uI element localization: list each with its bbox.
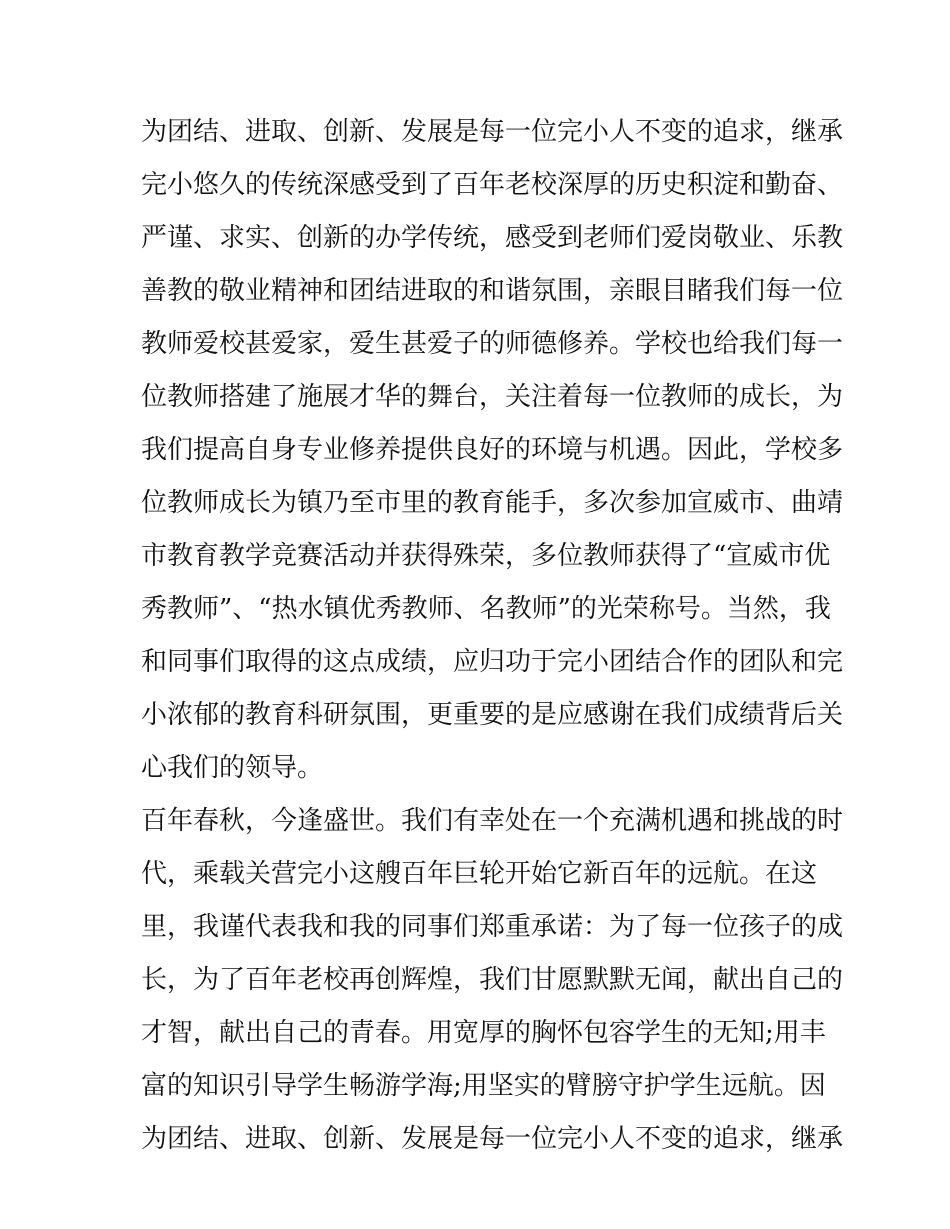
text-line: 小浓郁的教育科研氛围，更重要的是应感谢在我们成绩背后关 [141, 700, 844, 730]
text-line: 善教的敬业精神和团结进取的和谐氛围，亲眼目睹我们每一位 [141, 276, 844, 306]
text-line: 才智，献出自己的青春。用宽厚的胸怀包容学生的无知;用丰 [141, 1018, 826, 1048]
text-line: 秀教师”、“热水镇优秀教师、名教师”的光荣称号。当然，我 [141, 594, 831, 624]
text-line: 富的知识引导学生畅游学海;用坚实的臂膀守护学生远航。因 [141, 1071, 826, 1101]
text-line: 百年春秋，今逢盛世。我们有幸处在一个充满机遇和挑战的时 [141, 806, 844, 836]
text-line: 市教育教学竞赛活动并获得殊荣，多位教师获得了“宣威市优 [141, 541, 831, 571]
text-line: 为团结、进取、创新、发展是每一位完小人不变的追求，继承 [141, 1124, 844, 1154]
text-line: 里，我谨代表我和我的同事们郑重承诺：为了每一位孩子的成 [141, 912, 844, 942]
text-line: 严谨、求实、创新的办学传统，感受到老师们爱岗敬业、乐教 [141, 223, 844, 253]
text-line: 位教师搭建了施展才华的舞台，关注着每一位教师的成长，为 [141, 382, 844, 412]
text-line: 长，为了百年老校再创辉煌，我们甘愿默默无闻，献出自己的 [141, 965, 844, 995]
text-line: 心我们的领导。 [141, 753, 324, 783]
text-line: 为团结、进取、创新、发展是每一位完小人不变的追求，继承 [141, 117, 844, 147]
text-line: 教师爱校甚爱家，爱生甚爱子的师德修养。学校也给我们每一 [141, 329, 844, 359]
text-line: 完小悠久的传统深感受到了百年老校深厚的历史积淀和勤奋、 [141, 170, 844, 200]
body-text [141, 106, 844, 1166]
text-line: 和同事们取得的这点成绩，应归功于完小团结合作的团队和完 [141, 647, 844, 677]
text-line: 代，乘载关营完小这艘百年巨轮开始它新百年的远航。在这 [141, 859, 818, 889]
text-line: 位教师成长为镇乃至市里的教育能手，多次参加宣威市、曲靖 [141, 488, 844, 518]
text-line: 我们提高自身专业修养提供良好的环境与机遇。因此，学校多 [141, 435, 844, 465]
